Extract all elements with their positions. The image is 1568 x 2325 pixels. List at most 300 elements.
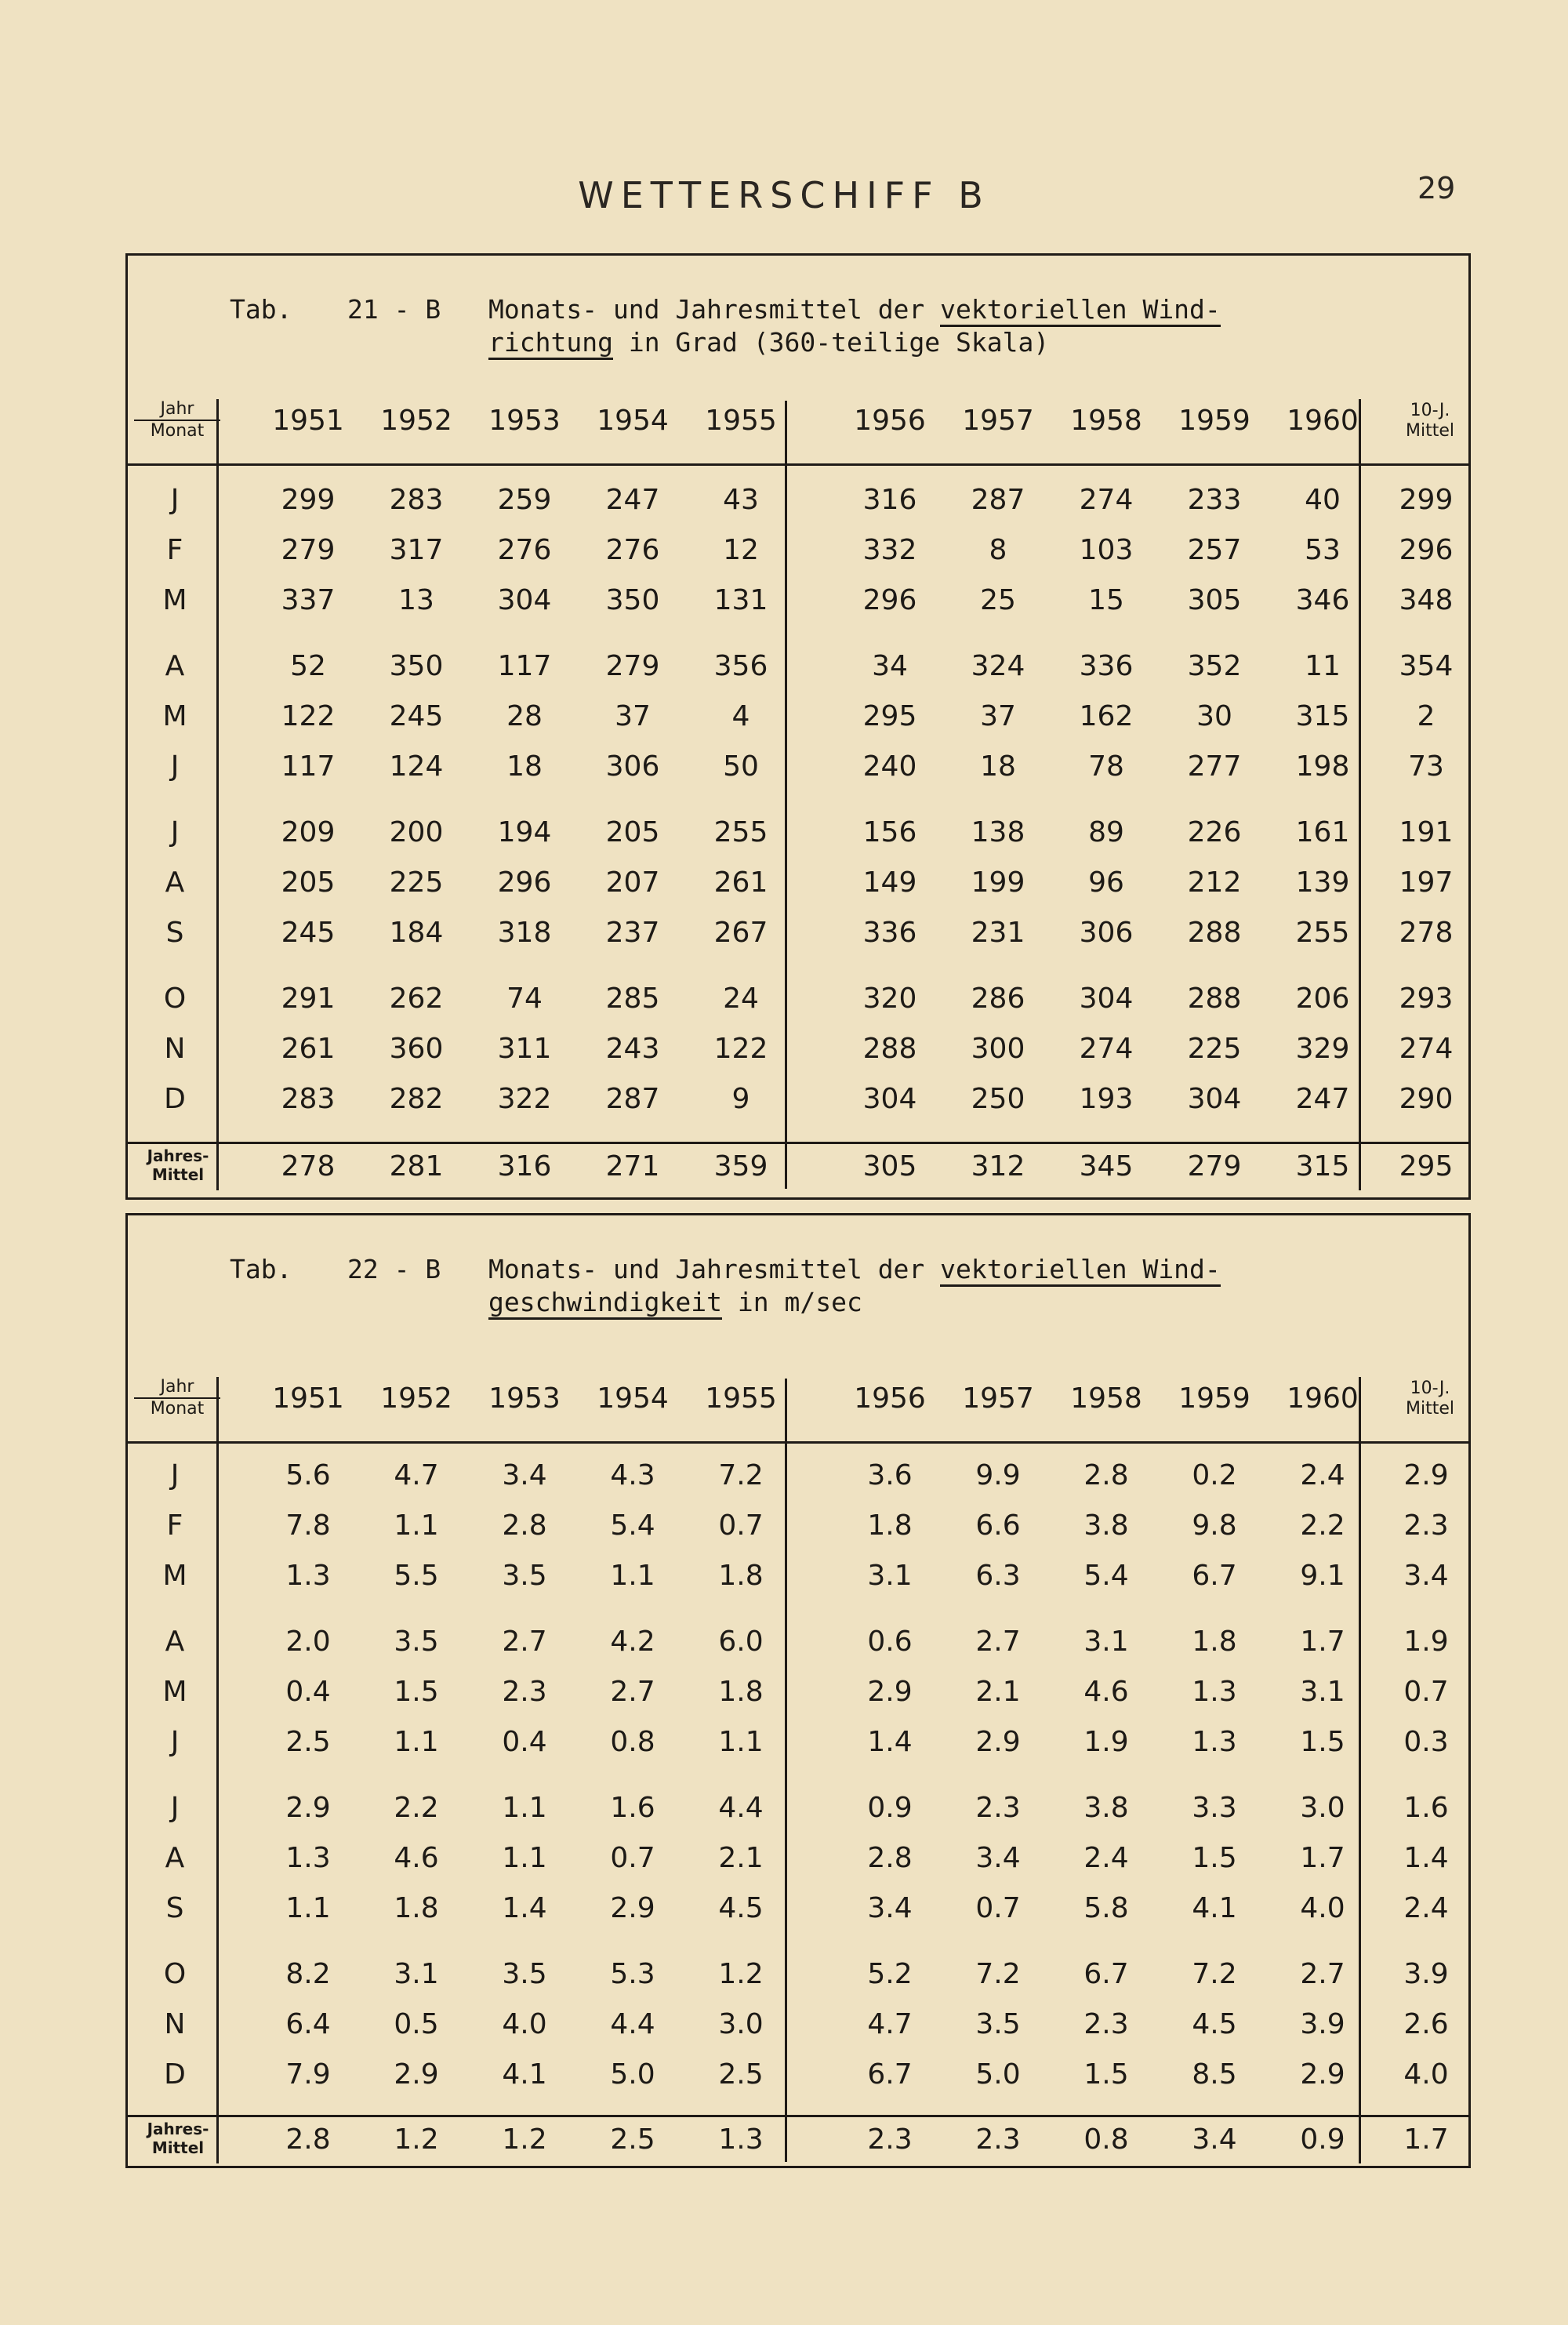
table-cell: 1.6	[610, 1792, 655, 1824]
mean-cell: 1.6	[1403, 1792, 1449, 1824]
table-cell: 1.5	[1083, 2058, 1129, 2091]
mean-header-top: 10-J.	[1410, 1379, 1450, 1398]
annual-cell: 279	[1187, 1150, 1242, 1182]
table-cell: 225	[389, 866, 444, 899]
month-label: O	[163, 1958, 187, 1990]
mean-cell: 4.0	[1403, 2058, 1449, 2091]
table-cell: 2.9	[610, 1892, 655, 1924]
table-cell: 324	[971, 650, 1025, 682]
mean-cell: 1.9	[1403, 1626, 1449, 1658]
annual-label-bottom: Mittel	[151, 1165, 205, 1184]
annual-cell: 2.3	[975, 2123, 1021, 2156]
table-cell: 282	[389, 1083, 444, 1115]
mean-cell: 2.9	[1403, 1459, 1449, 1491]
table-cell: 1.1	[394, 1509, 439, 1542]
annual-cell: 281	[389, 1150, 444, 1182]
column-divider-1	[785, 401, 787, 1189]
table-cell: 283	[281, 1083, 336, 1115]
table-cell: 5.6	[285, 1459, 331, 1491]
table-cell: 0.5	[394, 2008, 439, 2040]
table-cell: 322	[497, 1083, 552, 1115]
annual-cell: 315	[1295, 1150, 1350, 1182]
table-cell: 287	[971, 484, 1025, 516]
table-cell: 209	[281, 816, 336, 848]
table-22-caption	[230, 1253, 1221, 1317]
table-cell: 89	[1088, 816, 1124, 848]
annual-mean-cell: 295	[1399, 1150, 1454, 1182]
table-cell: 0.9	[867, 1792, 913, 1824]
table-cell: 288	[1187, 917, 1242, 949]
year-header: 1954	[597, 405, 669, 437]
table-cell: 0.7	[975, 1892, 1021, 1924]
table-cell: 25	[980, 584, 1016, 616]
month-label: J	[170, 1792, 180, 1824]
table-cell: 9.9	[975, 1459, 1021, 1491]
table-cell: 286	[971, 983, 1025, 1015]
table-21	[125, 253, 1471, 1200]
month-label: M	[162, 700, 187, 732]
table-cell: 8	[989, 534, 1007, 566]
year-header: 1958	[1070, 1382, 1142, 1415]
table-cell: 3.3	[1192, 1792, 1237, 1824]
mean-cell: 3.9	[1403, 1958, 1449, 1990]
table-cell: 2.7	[502, 1626, 547, 1658]
year-header: 1953	[488, 405, 561, 437]
table-cell: 329	[1295, 1033, 1350, 1065]
table-cell: 276	[497, 534, 552, 566]
table-cell: 7.8	[285, 1509, 331, 1542]
table-cell: 1.1	[502, 1842, 547, 1874]
table-cell: 1.3	[285, 1842, 331, 1874]
table-cell: 205	[281, 866, 336, 899]
table-cell: 4.7	[394, 1459, 439, 1491]
table-cell: 274	[1079, 1033, 1134, 1065]
table-cell: 198	[1295, 750, 1350, 783]
table-cell: 1.4	[867, 1726, 913, 1758]
table-cell: 261	[281, 1033, 336, 1065]
table-cell: 3.8	[1083, 1509, 1129, 1542]
table-cell: 255	[1295, 917, 1350, 949]
table-cell: 2.7	[975, 1626, 1021, 1658]
month-label: S	[165, 1892, 184, 1924]
table-cell: 233	[1187, 484, 1242, 516]
table-cell: 0.2	[1192, 1459, 1237, 1491]
table-cell: 18	[506, 750, 543, 783]
table-cell: 96	[1088, 866, 1124, 899]
month-label: A	[165, 650, 185, 682]
table-cell: 8.2	[285, 1958, 331, 1990]
table-cell: 2.8	[867, 1842, 913, 1874]
table-cell: 283	[389, 484, 444, 516]
table-cell: 4.6	[1083, 1676, 1129, 1708]
table-cell: 37	[980, 700, 1016, 732]
table-cell: 2.7	[610, 1676, 655, 1708]
annual-divider	[128, 2115, 1468, 2117]
table-cell: 4.2	[610, 1626, 655, 1658]
table-cell: 304	[1079, 983, 1134, 1015]
table-cell: 43	[723, 484, 759, 516]
table-cell: 3.8	[1083, 1792, 1129, 1824]
table-cell: 261	[713, 866, 768, 899]
table-cell: 291	[281, 983, 336, 1015]
table-cell: 0.4	[285, 1676, 331, 1708]
month-label: M	[162, 1560, 187, 1592]
annual-label	[131, 1146, 225, 1184]
table-cell: 279	[281, 534, 336, 566]
table-cell: 267	[713, 917, 768, 949]
annual-cell: 3.4	[1192, 2123, 1237, 2156]
month-label: A	[165, 866, 185, 899]
mean-cell: 2.4	[1403, 1892, 1449, 1924]
table-cell: 356	[713, 650, 768, 682]
table-cell: 3.4	[502, 1459, 547, 1491]
annual-label-bottom: Mittel	[151, 2138, 205, 2157]
table-cell: 4.0	[502, 2008, 547, 2040]
table-cell: 103	[1079, 534, 1134, 566]
mean-cell: 354	[1399, 650, 1454, 682]
table-cell: 2.8	[502, 1509, 547, 1542]
table-cell: 15	[1088, 584, 1124, 616]
month-label: F	[166, 1509, 183, 1542]
table-cell: 1.8	[718, 1560, 764, 1592]
year-header: 1960	[1287, 1382, 1359, 1415]
caption-tab-label: Tab.	[230, 1254, 292, 1284]
table-cell: 206	[1295, 983, 1350, 1015]
table-cell: 7.9	[285, 2058, 331, 2091]
table-cell: 3.9	[1300, 2008, 1345, 2040]
mean-header-top: 10-J.	[1410, 401, 1450, 420]
page-header-title: WETTERSCHIFF B	[578, 174, 990, 216]
table-cell: 1.7	[1300, 1842, 1345, 1874]
table-cell: 11	[1305, 650, 1341, 682]
annual-cell: 359	[713, 1150, 768, 1182]
table-cell: 0.7	[718, 1509, 764, 1542]
mean-cell: 3.4	[1403, 1560, 1449, 1592]
table-cell: 288	[862, 1033, 917, 1065]
month-label: A	[165, 1626, 185, 1658]
table-cell: 131	[713, 584, 768, 616]
table-cell: 24	[723, 983, 759, 1015]
mean-cell: 2	[1417, 700, 1436, 732]
month-label: J	[170, 1459, 180, 1491]
corner-header-jahr: Jahr	[134, 399, 220, 421]
table-cell: 1.1	[502, 1792, 547, 1824]
annual-cell: 1.2	[502, 2123, 547, 2156]
table-cell: 237	[605, 917, 660, 949]
year-header: 1954	[597, 1382, 669, 1415]
mean-cell: 293	[1399, 983, 1454, 1015]
table-cell: 2.7	[1300, 1958, 1345, 1990]
caption-title-line2: in Grad (360-teilige Skala)	[612, 327, 1050, 358]
mean-header-bottom: Mittel	[1406, 1399, 1454, 1419]
table-cell: 78	[1088, 750, 1124, 783]
table-cell: 316	[862, 484, 917, 516]
table-cell: 231	[971, 917, 1025, 949]
caption-title: Monats- und Jahresmittel der	[488, 294, 941, 325]
year-header: 1957	[962, 1382, 1034, 1415]
table-cell: 320	[862, 983, 917, 1015]
year-header: 1955	[705, 405, 777, 437]
table-cell: 2.9	[394, 2058, 439, 2091]
table-cell: 2.3	[975, 1792, 1021, 1824]
table-cell: 1.8	[718, 1676, 764, 1708]
table-cell: 5.8	[1083, 1892, 1129, 1924]
table-cell: 296	[862, 584, 917, 616]
table-cell: 1.8	[1192, 1626, 1237, 1658]
table-cell: 2.9	[867, 1676, 913, 1708]
table-cell: 18	[980, 750, 1016, 783]
table-cell: 117	[497, 650, 552, 682]
mean-cell: 299	[1399, 484, 1454, 516]
table-cell: 1.5	[1300, 1726, 1345, 1758]
table-cell: 207	[605, 866, 660, 899]
table-cell: 0.8	[610, 1726, 655, 1758]
table-cell: 247	[1295, 1083, 1350, 1115]
table-cell: 1.1	[610, 1560, 655, 1592]
corner-header-monat: Monat	[150, 421, 205, 441]
column-divider-0	[216, 399, 219, 1190]
table-cell: 200	[389, 816, 444, 848]
table-cell: 156	[862, 816, 917, 848]
table-cell: 1.1	[718, 1726, 764, 1758]
table-cell: 352	[1187, 650, 1242, 682]
column-divider-2	[1359, 1377, 1361, 2163]
table-cell: 243	[605, 1033, 660, 1065]
table-cell: 1.8	[394, 1892, 439, 1924]
caption-title-line2: in m/sec	[722, 1287, 862, 1317]
table-cell: 4.4	[718, 1792, 764, 1824]
table-cell: 295	[862, 700, 917, 732]
table-cell: 3.0	[718, 2008, 764, 2040]
month-label: F	[166, 534, 183, 566]
table-cell: 4.0	[1300, 1892, 1345, 1924]
month-label: D	[164, 2058, 186, 2091]
table-cell: 1.3	[1192, 1676, 1237, 1708]
table-cell: 3.4	[867, 1892, 913, 1924]
table-cell: 262	[389, 983, 444, 1015]
corner-header	[134, 399, 220, 441]
month-label: J	[170, 484, 180, 516]
table-cell: 122	[281, 700, 336, 732]
table-cell: 28	[506, 700, 543, 732]
annual-cell: 1.2	[394, 2123, 439, 2156]
year-header: 1952	[380, 1382, 452, 1415]
table-cell: 315	[1295, 700, 1350, 732]
annual-cell: 312	[971, 1150, 1025, 1182]
table-cell: 304	[497, 584, 552, 616]
table-cell: 193	[1079, 1083, 1134, 1115]
month-label: N	[164, 2008, 186, 2040]
column-divider-1	[785, 1379, 787, 2162]
table-cell: 7.2	[1192, 1958, 1237, 1990]
mean-cell: 290	[1399, 1083, 1454, 1115]
year-header: 1953	[488, 1382, 561, 1415]
mean-cell: 191	[1399, 816, 1454, 848]
month-label: J	[170, 750, 180, 783]
mean-header	[1387, 1379, 1473, 1419]
table-cell: 1.2	[718, 1958, 764, 1990]
table-cell: 257	[1187, 534, 1242, 566]
table-cell: 2.9	[1300, 2058, 1345, 2091]
corner-header-jahr: Jahr	[134, 1377, 220, 1399]
table-cell: 336	[862, 917, 917, 949]
table-cell: 318	[497, 917, 552, 949]
month-label: J	[170, 816, 180, 848]
table-cell: 162	[1079, 700, 1134, 732]
table-cell: 1.7	[1300, 1626, 1345, 1658]
table-cell: 37	[615, 700, 651, 732]
table-cell: 1.4	[502, 1892, 547, 1924]
table-cell: 300	[971, 1033, 1025, 1065]
month-label: M	[162, 584, 187, 616]
table-cell: 299	[281, 484, 336, 516]
table-21-caption	[230, 293, 1221, 358]
table-cell: 3.5	[975, 2008, 1021, 2040]
table-cell: 3.1	[1083, 1626, 1129, 1658]
caption-title-underlined: vektoriellen Wind-	[940, 294, 1221, 327]
year-header: 1951	[272, 405, 344, 437]
table-cell: 2.9	[285, 1792, 331, 1824]
table-cell: 5.4	[610, 1509, 655, 1542]
table-cell: 4	[731, 700, 750, 732]
annual-label-top: Jahres-	[147, 1146, 209, 1165]
table-cell: 9.8	[1192, 1509, 1237, 1542]
table-cell: 40	[1305, 484, 1341, 516]
table-cell: 205	[605, 816, 660, 848]
table-cell: 1.5	[394, 1676, 439, 1708]
table-cell: 7.2	[975, 1958, 1021, 1990]
year-header: 1957	[962, 405, 1034, 437]
table-cell: 306	[605, 750, 660, 783]
table-cell: 2.3	[1083, 2008, 1129, 2040]
table-cell: 2.1	[975, 1676, 1021, 1708]
caption-title-line2-underlined: richtung	[488, 327, 613, 360]
table-cell: 3.5	[502, 1958, 547, 1990]
annual-cell: 1.3	[718, 2123, 764, 2156]
table-cell: 6.3	[975, 1560, 1021, 1592]
table-cell: 2.8	[1083, 1459, 1129, 1491]
table-cell: 245	[389, 700, 444, 732]
year-header: 1958	[1070, 405, 1142, 437]
table-cell: 138	[971, 816, 1025, 848]
caption-tab-number: 22 - B	[347, 1254, 441, 1284]
annual-cell: 316	[497, 1150, 552, 1182]
table-cell: 3.6	[867, 1459, 913, 1491]
table-cell: 255	[713, 816, 768, 848]
month-label: M	[162, 1676, 187, 1708]
table-cell: 52	[290, 650, 326, 682]
header-divider	[128, 1441, 1468, 1444]
table-cell: 6.7	[867, 2058, 913, 2091]
month-label: N	[164, 1033, 186, 1065]
year-header: 1951	[272, 1382, 344, 1415]
mean-cell: 73	[1408, 750, 1444, 783]
table-cell: 8.5	[1192, 2058, 1237, 2091]
corner-header	[134, 1377, 220, 1419]
table-cell: 194	[497, 816, 552, 848]
table-cell: 4.1	[1192, 1892, 1237, 1924]
mean-cell: 2.3	[1403, 1509, 1449, 1542]
annual-cell: 2.8	[285, 2123, 331, 2156]
mean-cell: 1.4	[1403, 1842, 1449, 1874]
table-cell: 1.3	[1192, 1726, 1237, 1758]
table-cell: 4.7	[867, 2008, 913, 2040]
table-cell: 1.1	[285, 1892, 331, 1924]
month-label: S	[165, 917, 184, 949]
annual-cell: 271	[605, 1150, 660, 1182]
table-cell: 4.3	[610, 1459, 655, 1491]
table-cell: 1.5	[1192, 1842, 1237, 1874]
table-cell: 305	[1187, 584, 1242, 616]
table-cell: 296	[497, 866, 552, 899]
table-cell: 199	[971, 866, 1025, 899]
table-cell: 4.5	[1192, 2008, 1237, 2040]
table-cell: 350	[605, 584, 660, 616]
table-cell: 50	[723, 750, 759, 783]
column-divider-0	[216, 1377, 219, 2163]
table-cell: 6.7	[1192, 1560, 1237, 1592]
year-header: 1956	[854, 1382, 926, 1415]
table-cell: 122	[713, 1033, 768, 1065]
table-cell: 7.2	[718, 1459, 764, 1491]
table-cell: 317	[389, 534, 444, 566]
month-label: O	[163, 983, 187, 1015]
year-header: 1959	[1178, 1382, 1250, 1415]
table-cell: 6.7	[1083, 1958, 1129, 1990]
table-cell: 74	[506, 983, 543, 1015]
mean-cell: 0.7	[1403, 1676, 1449, 1708]
table-cell: 30	[1196, 700, 1232, 732]
column-divider-2	[1359, 399, 1361, 1190]
table-cell: 250	[971, 1083, 1025, 1115]
annual-cell: 278	[281, 1150, 336, 1182]
table-cell: 5.2	[867, 1958, 913, 1990]
table-cell: 3.4	[975, 1842, 1021, 1874]
table-cell: 5.3	[610, 1958, 655, 1990]
table-cell: 3.5	[502, 1560, 547, 1592]
mean-cell: 0.3	[1403, 1726, 1449, 1758]
table-cell: 277	[1187, 750, 1242, 783]
table-cell: 53	[1305, 534, 1341, 566]
table-cell: 287	[605, 1083, 660, 1115]
table-cell: 245	[281, 917, 336, 949]
table-cell: 2.5	[718, 2058, 764, 2091]
table-cell: 4.1	[502, 2058, 547, 2091]
annual-label-top: Jahres-	[147, 2120, 209, 2138]
table-cell: 117	[281, 750, 336, 783]
table-cell: 0.6	[867, 1626, 913, 1658]
mean-header	[1387, 401, 1473, 441]
table-cell: 3.1	[1300, 1676, 1345, 1708]
mean-cell: 348	[1399, 584, 1454, 616]
mean-header-bottom: Mittel	[1406, 421, 1454, 441]
table-cell: 1.9	[1083, 1726, 1129, 1758]
header-divider	[128, 463, 1468, 466]
table-cell: 3.1	[867, 1560, 913, 1592]
table-cell: 247	[605, 484, 660, 516]
table-cell: 276	[605, 534, 660, 566]
table-cell: 2.2	[1300, 1509, 1345, 1542]
table-cell: 6.0	[718, 1626, 764, 1658]
mean-cell: 296	[1399, 534, 1454, 566]
table-cell: 0.7	[610, 1842, 655, 1874]
table-cell: 184	[389, 917, 444, 949]
table-cell: 2.4	[1083, 1842, 1129, 1874]
table-cell: 240	[862, 750, 917, 783]
table-cell: 259	[497, 484, 552, 516]
mean-cell: 274	[1399, 1033, 1454, 1065]
annual-cell: 305	[862, 1150, 917, 1182]
